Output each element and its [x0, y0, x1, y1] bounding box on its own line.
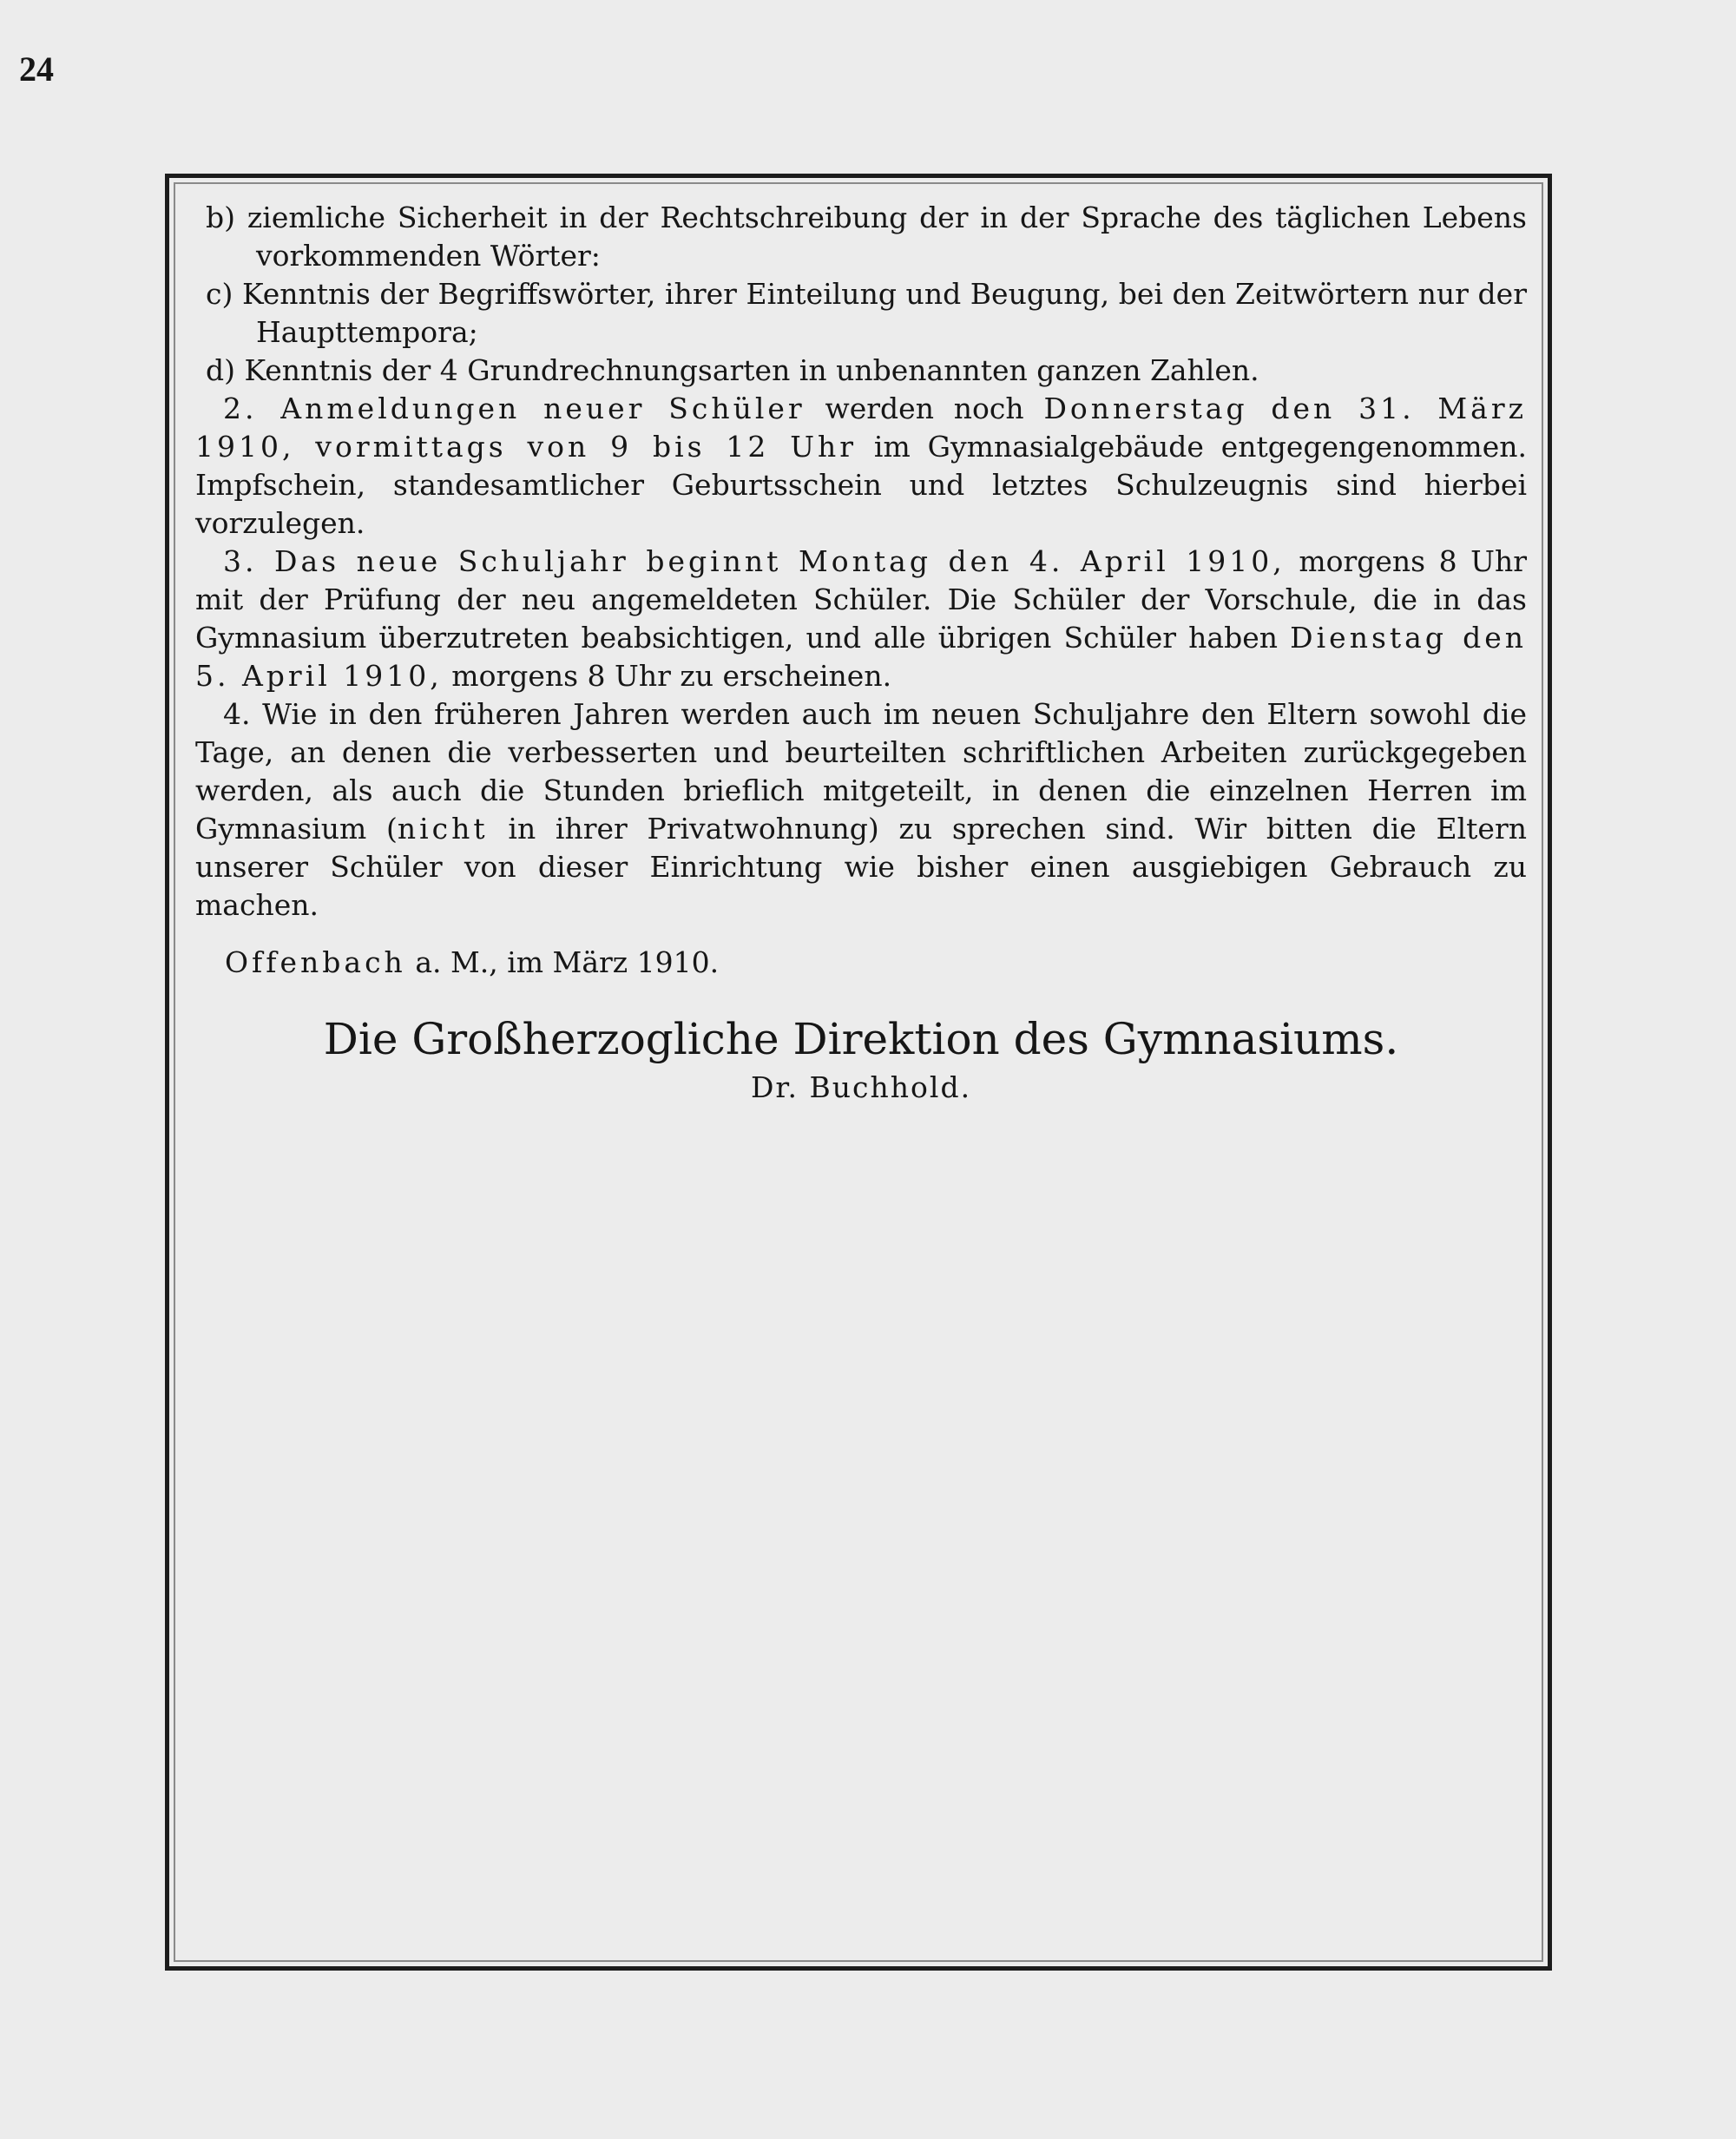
paragraph-rest: im Gymnasialgebäude entgegengenommen. Impfschein, standesamtlicher Geburtsschein und letztes Schulzeugnis sind hierbei vorzulegen. — [195, 430, 1527, 540]
paragraph-rest: in ihrer Privatwohnung) zu sprechen sind. Wir bitten die Eltern unserer Schüler von dieser Einrichtung wie bisher einen ausgiebigen Gebrauch zu machen. — [195, 812, 1527, 922]
page-number: 24 — [19, 49, 54, 89]
signatory: Die Großherzogliche Direktion des Gymnasiums. — [323, 1014, 1399, 1064]
list-item-text: Kenntnis der 4 Grundrechnungsarten in unbenannten ganzen Zahlen. — [244, 353, 1259, 387]
list-item-text: Kenntnis der Begriffswörter, ihrer Einteilung und Beugung, bei den Zeitwörtern nur der Haupttempora; — [241, 277, 1527, 349]
paragraph-text: Wie in den früheren Jahren werden auch im neuen Schuljahre den Eltern sowohl die Tage, an denen die verbesserten und beurteilten schriftlichen Arbeiten zurückgegeben werden, als auch die Stunden brieflich mitgeteilt, in denen die einzelnen Herren im Gymnasium ( — [195, 697, 1527, 846]
paragraph-school-year — [195, 543, 1527, 695]
place-date — [195, 944, 1527, 982]
list-item — [195, 199, 1527, 275]
paragraph-text: morgens 8 Uhr mit der Prüfung der neu angemeldeten Schüler. Die Schüler der Vorschule, die in das Gymnasium überzutreten beabsichtigen, und alle übrigen Schüler haben — [195, 544, 1528, 655]
signer-name: Dr. Buchhold. — [750, 1070, 972, 1104]
list-item — [195, 275, 1527, 352]
paragraph-lead: 2. Anmeldungen neuer Schüler — [223, 392, 806, 425]
paragraph-rest: morgens 8 Uhr zu erscheinen. — [451, 659, 892, 693]
list-item-label: b) — [206, 201, 235, 234]
date-text: a. M., im März 1910. — [415, 945, 720, 979]
paragraph-parents — [195, 695, 1527, 925]
document-frame — [165, 174, 1552, 1971]
list-item-label: c) — [206, 277, 233, 311]
paragraph-emphasis: Dienstag den 5. April 1910, — [195, 621, 1528, 693]
paragraph-emphasis: nicht — [397, 812, 489, 846]
paragraph-lead: 3. Das neue Schuljahr beginnt Montag den 4. April 1910, — [223, 544, 1286, 578]
document-body — [195, 199, 1527, 1109]
list-item-text: ziemliche Sicherheit in der Rechtschreibung der in der Sprache des täglichen Lebens vorkommenden Wörter: — [247, 201, 1527, 273]
list-item-label: d) — [206, 353, 235, 387]
paragraph-lead: 4. — [223, 697, 251, 731]
list-item — [195, 352, 1527, 390]
paragraph-registration — [195, 390, 1527, 543]
paragraph-emphasis: Donnerstag den 31. März 1910, vormittags von 9 bis 12 Uhr — [195, 392, 1527, 464]
place-name: Offenbach — [225, 945, 406, 979]
paragraph-text: werden noch — [825, 392, 1024, 425]
